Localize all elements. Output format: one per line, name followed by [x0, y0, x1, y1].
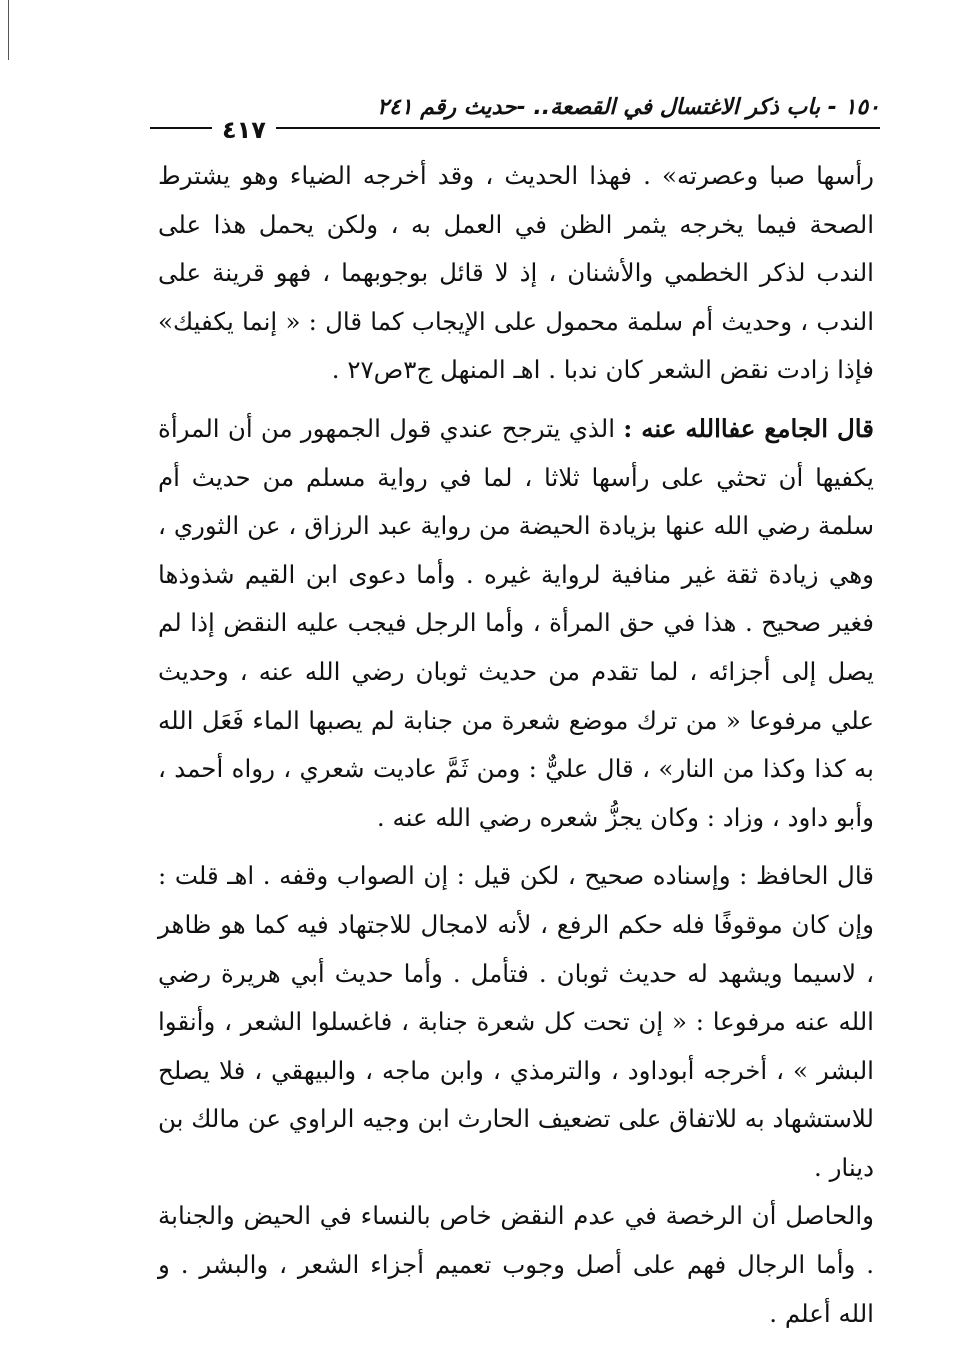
paragraph-2-lead: قال الجامع عفاالله عنه : — [623, 413, 874, 443]
paragraph-3-text: قال الحافظ : وإسناده صحيح ، لكن قيل : إن الصواب وقفه . اهـ قلت : وإن كان موقوفًا فله حكم الرفع ، لأنه لامجال للاجتهاد فيه كما هو ظاهر ، لاسيما ويشهد له حديث ثوبان . فتأمل . وأما حديث أبي هريرة رضي الله عنه مرفوعا : « إن تحت كل شعرة جنابة ، فاغسلوا الشعر ، وأنقوا البشر » ، أخرجه أبوداود ، والترمذي ، وابن ماجه ، والبيهقي ، فلا يصلح للاستشهاد به للاتفاق على تضعيف الحارث ابن وجيه الراوي عن مالك بن دينار . — [158, 861, 874, 1182]
running-header — [150, 93, 880, 144]
header-title: ١٥٠ - باب ذكر الاغتسال في القصعة.. -حديث رقم ٢٤١ — [377, 95, 880, 120]
page-body — [158, 152, 874, 1338]
page-number: ٤١٧ — [212, 115, 276, 145]
paragraph-1 — [158, 152, 874, 395]
paragraph-4-text: والحاصل أن الرخصة في عدم النقض خاص بالنساء في الحيض والجنابة . وأما الرجال فهم على أصل وجوب تعميم أجزاء الشعر ، والبشر . و الله أعلم . — [158, 1201, 874, 1328]
paragraph-2-text: الذي يترجح عندي قول الجمهور من أن المرأة يكفيها أن تحثي على رأسها ثلاثا ، لما في رواية مسلم من حديث أم سلمة رضي الله عنها بزيادة الحيضة من رواية عبد الرزاق ، عن الثوري ، وهي زيادة ثقة غير منافية لرواية غيره . وأما دعوى ابن القيم شذوذها فغير صحيح . هذا في حق المرأة ، وأما الرجل فيجب عليه النقض إذا لم يصل إلى أجزائه ، لما تقدم من حديث ثوبان رضي الله عنه ، وحديث علي مرفوعا « من ترك موضع شعرة من جنابة لم يصبها الماء فَعَل الله به كذا وكذا من النار» ، قال عليٌّ : ومن ثَمَّ عاديت شعري ، رواه أحمد ، وأبو داود ، وزاد : وكان يجزُّ شعره رضي الله عنه . — [158, 413, 874, 832]
paragraph-3 — [158, 852, 874, 1192]
paragraph-1-text: رأسها صبا وعصرته» . فهذا الحديث ، وقد أخرجه الضياء وهو يشترط الصحة فيما يخرجه يثمر الظن في العمل به ، ولكن يحمل هذا على الندب لذكر الخطمي والأشنان ، إذ لا قائل بوجوبهما ، فهو قرينة على الندب ، وحديث أم سلمة محمول على الإيجاب كما قال : « إنما يكفيك» فإذا زادت نقض الشعر كان ندبا . اهـ المنهل ج٣ص٢٧ . — [158, 161, 874, 385]
paragraph-4 — [158, 1192, 874, 1338]
page-edge-line — [8, 0, 9, 60]
paragraph-2 — [158, 405, 874, 842]
